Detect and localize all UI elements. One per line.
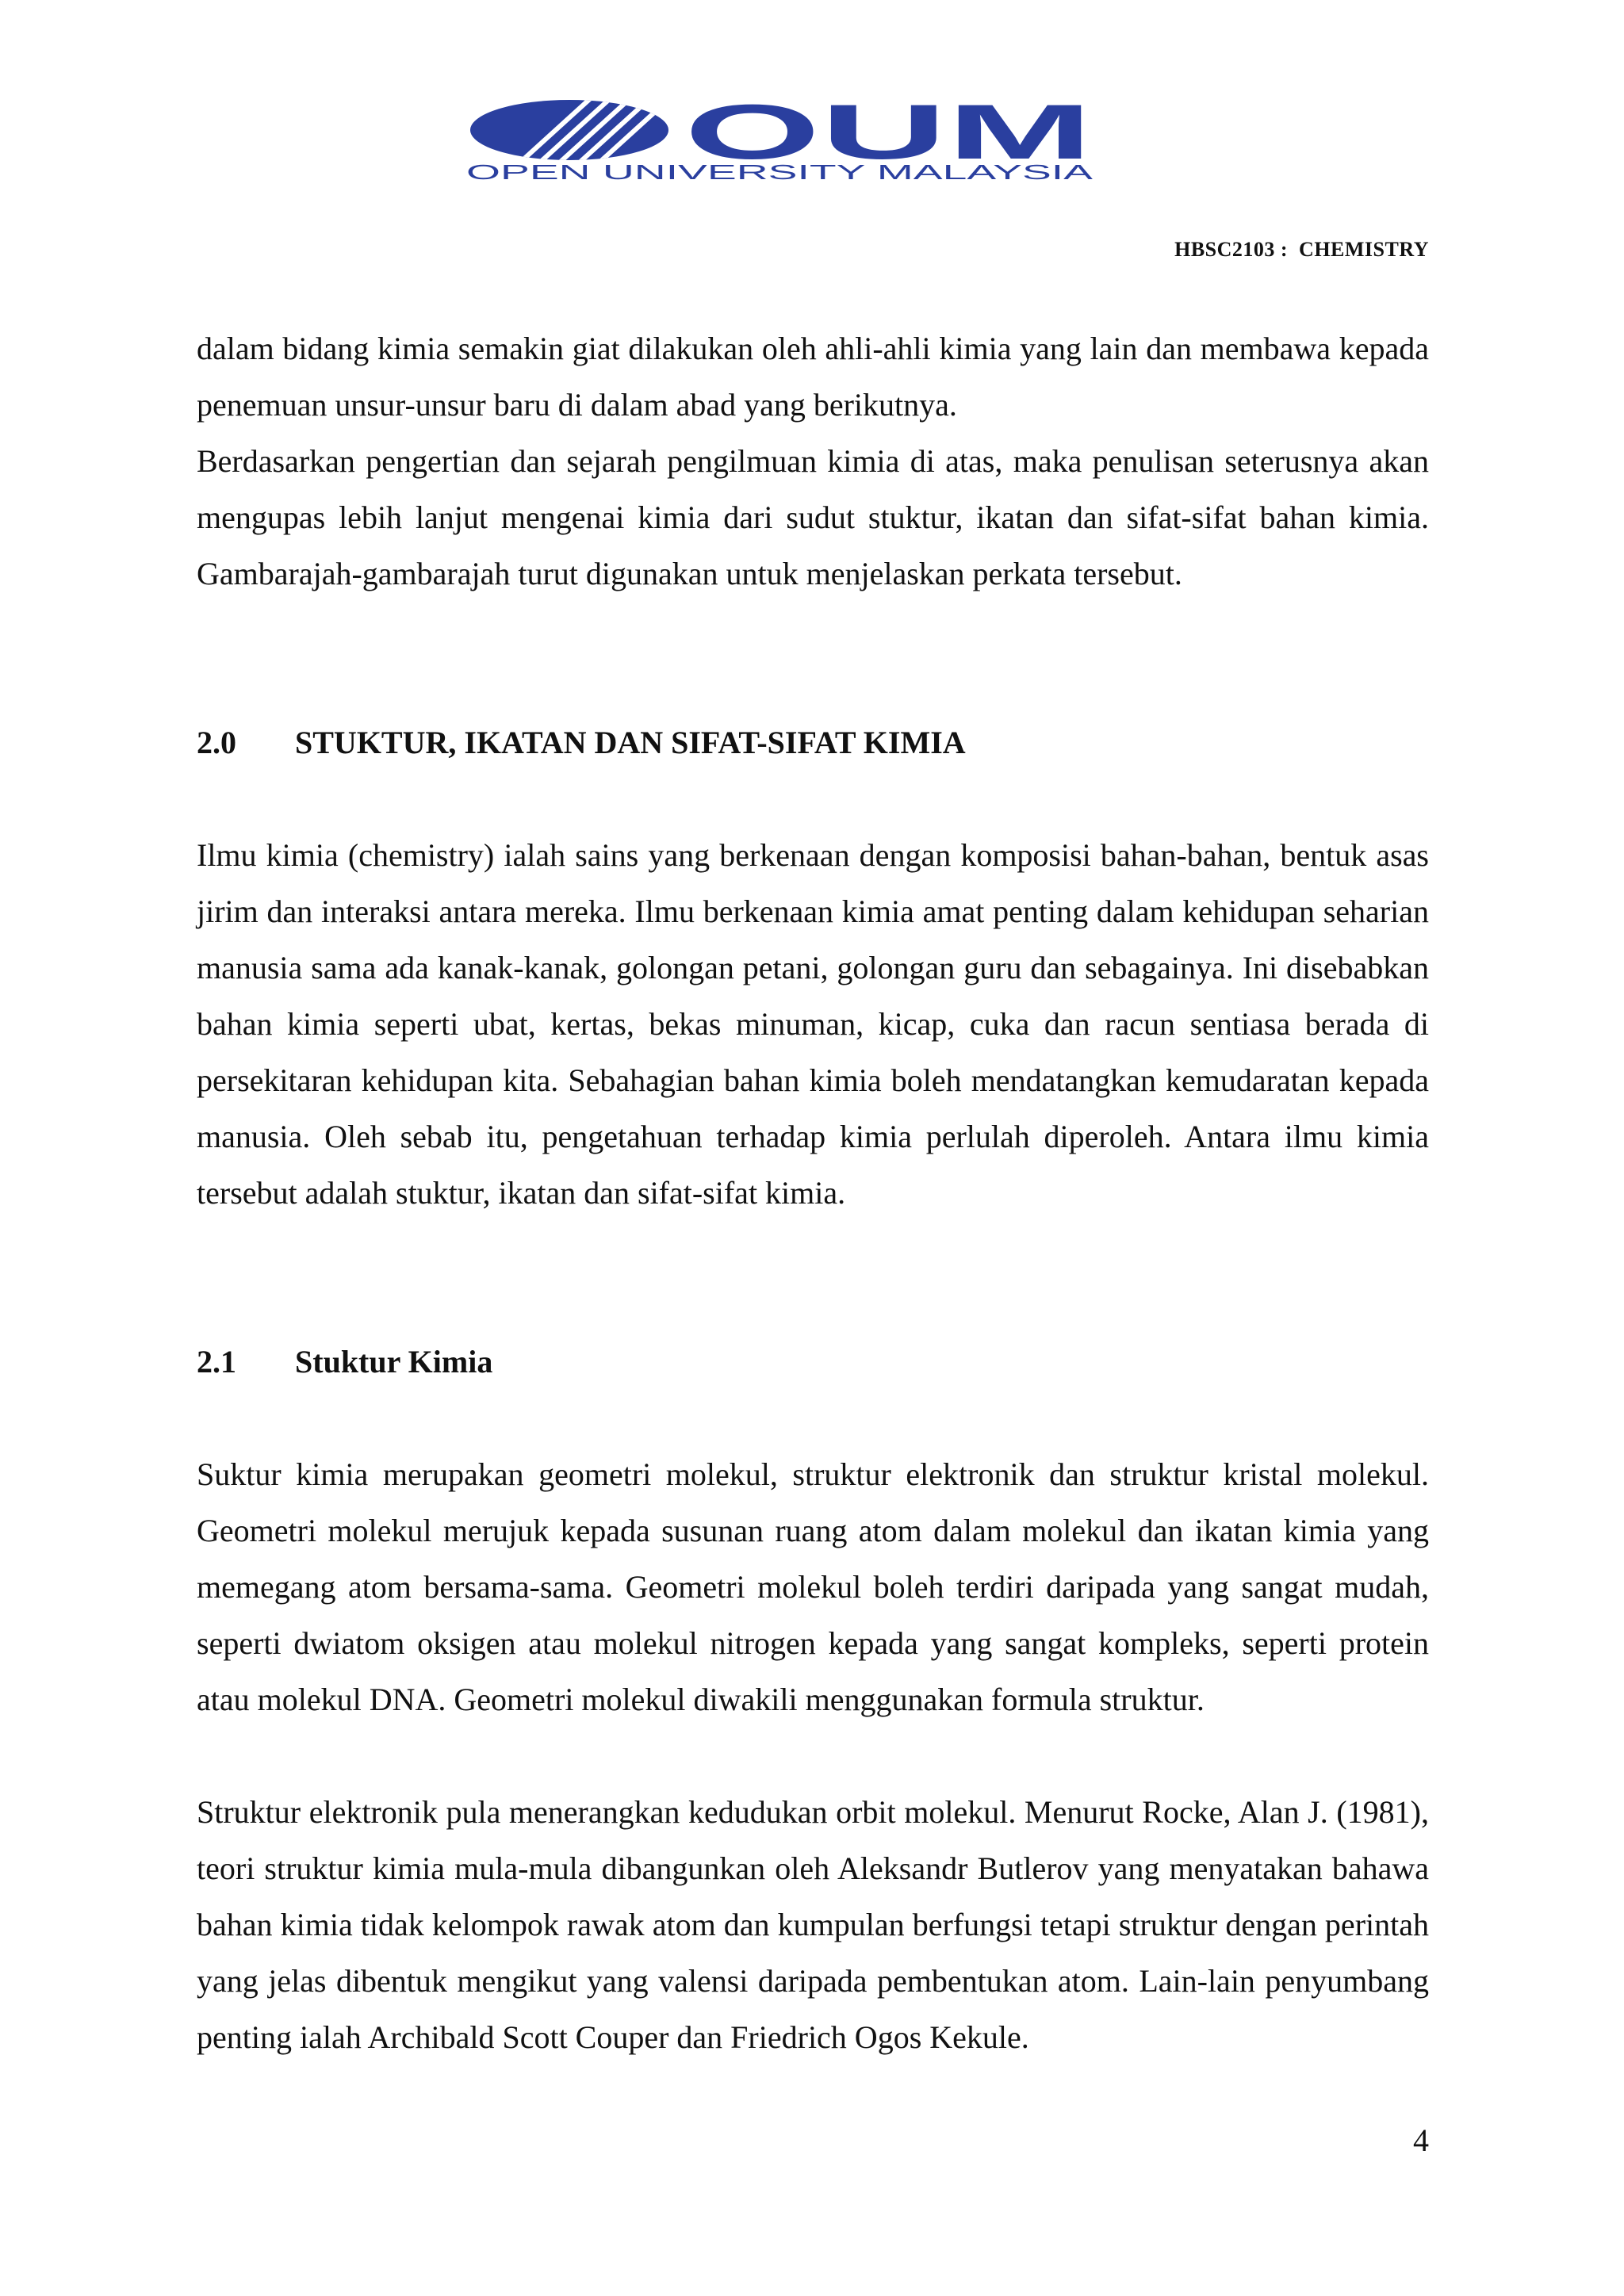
paragraph-section-2-1-a: Suktur kimia merupakan geometri molekul, struktur elektronik dan struktur kristal molekul. Geometri molekul merujuk kepada susunan ruang atom dalam molekul dan ikatan kimia yang memegang atom bersama-sama. Geometri molekul boleh terdiri daripada yang sangat mudah, seperti dwiatom oksigen atau molekul nitrogen kepada yang sangat kompleks, seperti protein atau molekul DNA. Geometri molekul diwakili menggunakan formula struktur.: [197, 1456, 1429, 1717]
paragraph-intro-2: Berdasarkan pengertian dan sejarah pengilmuan kimia di atas, maka penulisan seterusnya akan mengupas lebih lanjut mengenai kimia dari sudut stuktur, ikatan dan sifat-sifat bahan kimia. Gambarajah-gambarajah turut digunakan untuk menjelaskan perkata tersebut.: [197, 443, 1429, 591]
logo-wordmark: OUM: [684, 97, 1093, 175]
section-title: STUKTUR, IKATAN DAN SIFAT-SIFAT KIMIA: [295, 725, 966, 760]
section-heading-2-1: [197, 1334, 1429, 1390]
section-title: Stuktur Kimia: [295, 1344, 493, 1380]
section-heading-2-0: [197, 714, 1429, 771]
paragraph-section-2-1-b: Struktur elektronik pula menerangkan kedudukan orbit molekul. Menurut Rocke, Alan J. (1981), teori struktur kimia mula-mula dibangunkan oleh Aleksandr Butlerov yang menyatakan bahawa bahan kimia tidak kelompok rawak atom dan kumpulan berfungsi tetapi struktur dengan perintah yang jelas dibentuk mengikut yang valensi daripada pembentukan atom. Lain-lain penyumbang penting ialah Archibald Scott Couper dan Friedrich Ogos Kekule.: [197, 1794, 1429, 2055]
section-number: 2.0: [197, 725, 236, 760]
page-number: 4: [1413, 2122, 1429, 2158]
oum-logo-graphic: [466, 97, 1101, 184]
paragraph-intro-1: dalam bidang kimia semakin giat dilakukan oleh ahli-ahli kimia yang lain dan membawa kepada penemuan unsur-unsur baru di dalam abad yang berikutnya.: [197, 331, 1429, 423]
logo-subtitle: OPEN UNIVERSITY MALAYSIA: [466, 160, 1094, 184]
page-content: [197, 320, 1429, 2065]
paragraph-section-2-0: Ilmu kimia (chemistry) ialah sains yang berkenaan dengan komposisi bahan-bahan, bentuk asas jirim dan interaksi antara mereka. Ilmu berkenaan kimia amat penting dalam kehidupan seharian manusia sama ada kanak-kanak, golongan petani, golongan guru dan sebagainya. Ini disebabkan bahan kimia seperti ubat, kertas, bekas minuman, kicap, cuka dan racun sentiasa berada di persekitaran kehidupan kita. Sebahagian bahan kimia boleh mendatangkan kemudaratan kepada manusia. Oleh sebab itu, pengetahuan terhadap kimia perlulah diperoleh. Antara ilmu kimia tersebut adalah stuktur, ikatan dan sifat-sifat kimia.: [197, 837, 1429, 1211]
running-header: HBSC2103 : CHEMISTRY: [1174, 238, 1429, 261]
oum-logo: [466, 97, 1101, 184]
section-number: 2.1: [197, 1344, 236, 1380]
